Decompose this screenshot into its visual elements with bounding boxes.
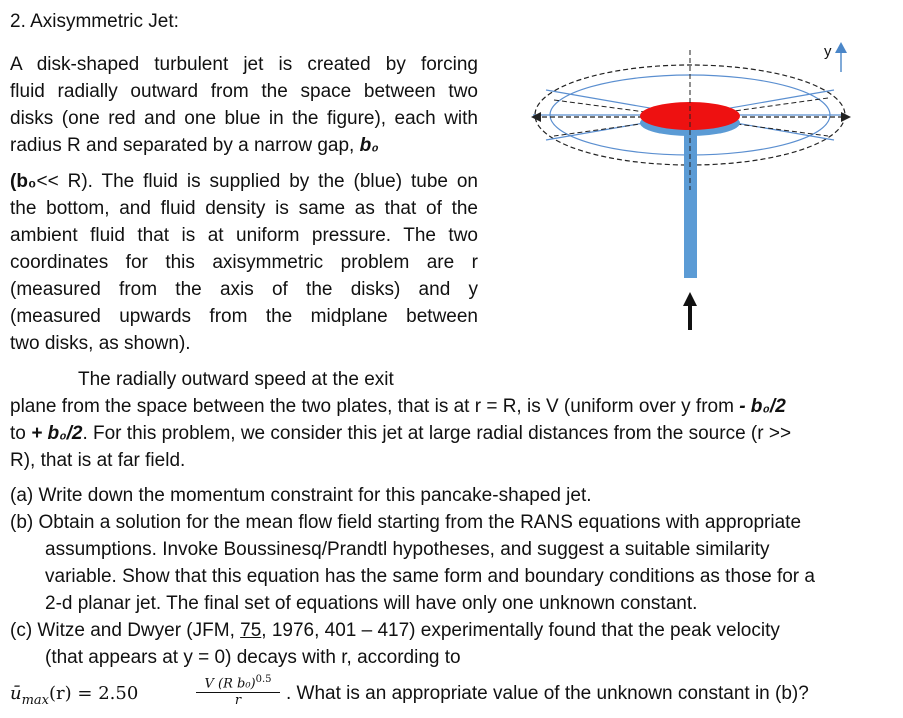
velocity-fraction <box>196 672 280 709</box>
para2-line-2 <box>10 393 786 420</box>
y-axis-label: y <box>824 43 832 60</box>
intro-line-1: A disk-shaped turbulent jet is created by forcing <box>10 54 478 75</box>
intro-line-8: coordinates for this axisymmetric problem are r <box>10 252 478 273</box>
numerator-text: V (R b₀) <box>204 676 256 692</box>
max-subscript: max <box>21 692 50 708</box>
journal-volume: 75 <box>240 620 262 641</box>
question-c-text-2: , 1976, 401 – 417) experimentally found that the peak velocity <box>261 620 780 641</box>
intro-line-5-text: << R). The fluid is supplied by the (blue) tube on <box>36 171 478 192</box>
intro-line-4 <box>10 132 379 159</box>
intro-line-4-text: radius R and separated by a narrow gap, <box>10 135 360 156</box>
jet-diagram <box>528 40 858 340</box>
y-axis-arrowhead <box>835 42 847 53</box>
exponent: 0.5 <box>255 674 272 685</box>
para2-line-3-text: . For this problem, we consider this jet at large radial distances from the source (r >> <box>82 423 792 444</box>
question-b-line-1: (b) Obtain a solution for the mean flow field starting from the RANS equations with appropriate <box>10 512 802 533</box>
intro-line-2: fluid radially outward from the space between two <box>10 81 478 102</box>
question-c-line-3: . What is an appropriate value of the unknown constant in (b)? <box>286 683 809 704</box>
upper-bound: + b₀/2 <box>31 423 83 444</box>
para2-line-3 <box>10 420 791 447</box>
question-b-line-2: assumptions. Invoke Boussinesq/Prandtl hypotheses, and suggest a suitable similarity <box>45 539 770 560</box>
formula-lhs <box>10 680 138 714</box>
para2-line-3-to: to <box>10 423 32 444</box>
question-c-line-2: (that appears at y = 0) decays with r, according to <box>45 647 461 668</box>
question-c-line-1 <box>10 617 780 644</box>
problem-heading: 2. Axisymmetric Jet: <box>10 11 179 32</box>
para2-line-4: R), that is at far field. <box>10 450 186 471</box>
para2-line-2-text: plane from the space between the two plates, that is at r = R, is V (uniform over y from <box>10 396 740 417</box>
gap-symbol-2: (b₀ <box>10 171 37 192</box>
intro-line-9: (measured from the axis of the disks) and y <box>10 279 478 300</box>
question-a: (a) Write down the momentum constraint for this pancake-shaped jet. <box>10 485 592 506</box>
question-b-line-4: 2-d planar jet. The final set of equations will have only one unknown constant. <box>45 593 698 614</box>
gap-symbol: b₀ <box>359 135 379 156</box>
lower-bound: - b₀/2 <box>739 396 786 417</box>
question-b-line-3: variable. Show that this equation has the same form and boundary conditions as those for a <box>45 566 815 587</box>
para2-line-1: The radially outward speed at the exit <box>78 369 394 390</box>
flow-arrow-head <box>683 292 697 306</box>
intro-line-3: disks (one red and one blue in the figure), each with <box>10 108 478 129</box>
intro-line-6: the bottom, and fluid density is same as that of the <box>10 198 478 219</box>
u-bar-symbol: ū <box>10 683 22 704</box>
intro-line-7: ambient fluid that is at uniform pressure. The two <box>10 225 478 246</box>
question-c-text-1: (c) Witze and Dwyer (JFM, <box>10 620 241 641</box>
intro-line-5 <box>10 168 478 195</box>
fraction-numerator <box>196 672 280 693</box>
intro-line-11: two disks, as shown). <box>10 333 191 354</box>
fraction-denominator: r <box>234 693 242 709</box>
formula-mid: (r) = 2.50 <box>49 683 139 704</box>
right-arrowhead <box>841 112 851 122</box>
intro-line-10: (measured upwards from the midplane between <box>10 306 478 327</box>
